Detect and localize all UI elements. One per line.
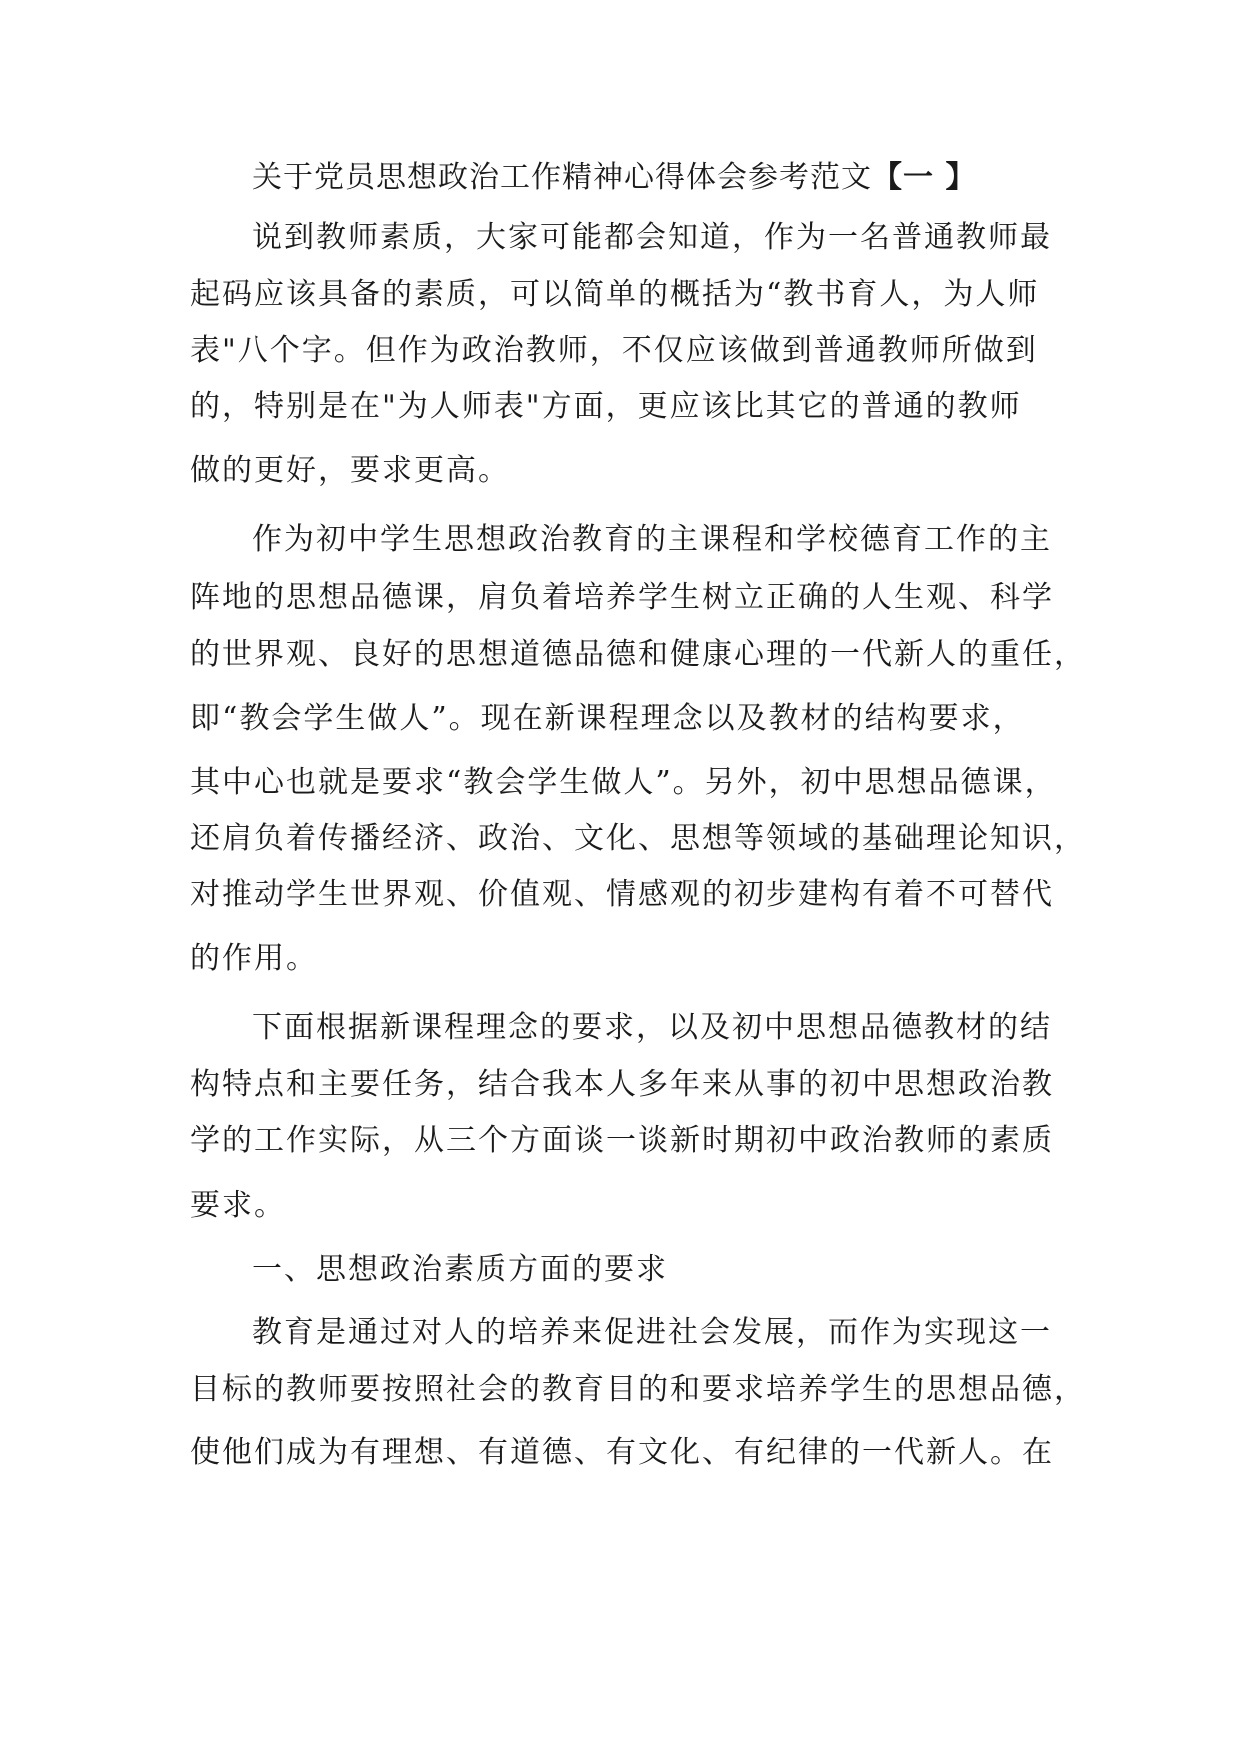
paragraph-line: 还肩负着传播经济、政治、文化、思想等领域的基础理论知识， [190,821,1086,856]
paragraph-line: 构特点和主要任务，结合我本人多年来从事的初中思想政治教 [190,1067,1054,1102]
document-title [252,158,1132,198]
paragraph-line: 其中心也就是要求“教会学生做人”。另外，初中思想品德课， [190,765,1057,800]
paragraph-line: 即“教会学生做人”。现在新课程理念以及教材的结构要求， [190,701,1025,736]
paragraph-line: 教育是通过对人的培养来促进社会发展，而作为实现这一 [252,1315,1052,1350]
paragraph-line: 的，特别是在"为人师表"方面，更应该比其它的普通的教师 [190,389,1022,424]
title-bracket: 【一 】 [872,160,977,195]
paragraph-line: 的作用。 [190,941,318,976]
paragraph-line: 使他们成为有理想、有道德、有文化、有纪律的一代新人。在 [190,1435,1054,1470]
paragraph-line: 下面根据新课程理念的要求，以及初中思想品德教材的结 [252,1010,1052,1045]
paragraph-line: 学的工作实际，从三个方面谈一谈新时期初中政治教师的素质 [190,1123,1054,1158]
section-heading: 一、思想政治素质方面的要求 [252,1252,668,1287]
paragraph-line: 表"八个字。但作为政治教师，不仅应该做到普通教师所做到 [190,333,1038,368]
paragraph-line: 的世界观、良好的思想道德品德和健康心理的一代新人的重任， [190,637,1086,672]
paragraph-line: 对推动学生世界观、价值观、情感观的初步建构有着不可替代 [190,877,1054,912]
paragraph-line: 作为初中学生思想政治教育的主课程和学校德育工作的主 [252,522,1052,557]
title-main: 关于党员思想政治工作精神心得体会参考范文 [252,160,872,195]
paragraph-line: 阵地的思想品德课，肩负着培养学生树立正确的人生观、科学 [190,580,1054,615]
paragraph-line: 说到教师素质，大家可能都会知道，作为一名普通教师最 [252,220,1052,255]
paragraph-line: 起码应该具备的素质，可以简单的概括为“教书育人，为人师 [190,277,1040,312]
paragraph-line: 目标的教师要按照社会的教育目的和要求培养学生的思想品德， [190,1372,1086,1407]
paragraph-line: 要求。 [190,1188,286,1223]
paragraph-line: 做的更好，要求更高。 [190,453,510,488]
